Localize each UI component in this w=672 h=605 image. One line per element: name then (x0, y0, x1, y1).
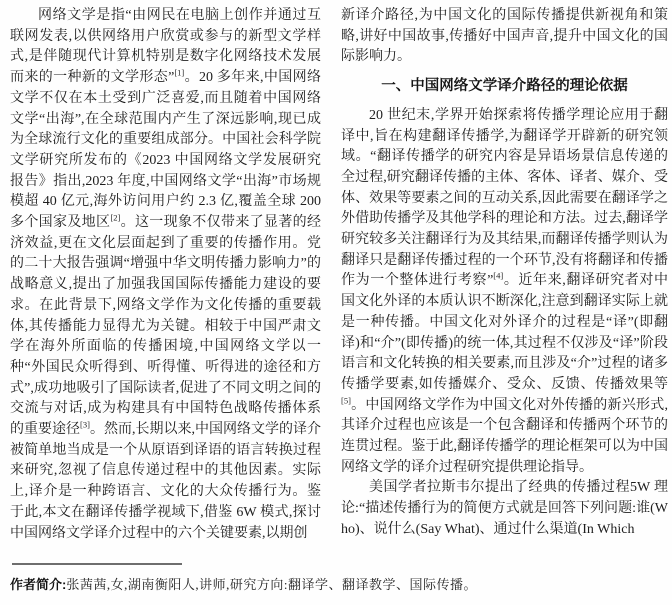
author-bio-label: 作者简介: (10, 577, 67, 592)
citation-marker: [3] (80, 419, 90, 430)
right-column (341, 6, 668, 541)
paragraph-continuation: 新译介路径,为中国文化的国际传播提供新视角和策略,讲好中国故事,传播好中国声音,提升中国文化的国际影响力。 (341, 8, 668, 65)
citation-marker: [5] (341, 395, 351, 405)
paragraph-lasswell-5w: 美国学者拉斯韦尔提出了经典的传播过程5W 理论:“描述传播行为的简便方式就是回答下列问题:谁(Who)、说什么(Say What)、通过什么渠道(In Which (341, 480, 668, 537)
section-heading: 一、中国网络文学译介路径的理论依据 (381, 78, 628, 95)
paragraph-introduction: 网络文学是指“由网民在电脑上创作并通过互联网发表,以供网络用户欣赏或参与的新型文学样式,是伴随现代计算机特别是数字化网络技术发展而来的一种新的文学形态”[1]。20 多年来,中国网络文学不仅在本土受到广泛喜爱,而且随着中国网络文学“出海”,在全球范围内产生了深远影响,现已成为全球流行文化的重要组成部分。中国社会科学院文学研究所发布的《2023 中国网络文学发展研究报告》指出,2023 年度,中国网络文学“出海”市场规模超 40 亿元,海外访问用户约 2.3 亿,覆盖全球 200 多个国家及地区[2]。这一现象不仅带来了显著的经济效益,更在文化层面起到了重要的传播作用。党的二十大报告强调“增强中华文明传播力影响力”的战略意义,提出了加强我国国际传播能力建设的要求。在此背景下,网络文学作为文化传播的重要载体,其传播能力显得尤为关键。相较于中国严肃文学在海外所面临的传播困境,中国网络文学以一种“外国民众听得到、听得懂、听得进的途径和方式”,成功地吸引了国际读者,促进了不同文明之间的交流与对话,成为构建具有中国特色战略传播体系的重要途径[3]。然而,长期以来,中国网络文学的译介被简单地当成是一个从原语到译语的语言转换过程来研究,忽视了信息传递过程中的其他因素。实际上,译介是一种跨语言、文化的大众传播行为。鉴于此,本文在翻译传播学视域下,借鉴 6W 模式,探讨中国网络文学译介过程中的六个关键要素,以期创 (10, 8, 322, 541)
citation-marker: [1] (174, 67, 185, 78)
author-bio-text: 张茜茜,女,湖南衡阳人,讲师,研究方向:翻译学、翻译教学、国际传播。 (66, 577, 477, 592)
citation-marker: [4] (493, 270, 504, 281)
left-column (10, 6, 321, 544)
author-bio (10, 576, 662, 593)
paragraph-theory-basis: 20 世纪末,学界开始探索将传播学理论应用于翻译中,旨在构建翻译传播学,为翻译学开辟新的研究领域。“翻译传播学的研究内容是异语场景信息传递的全过程,研究翻译传播的主体、客体、译者、媒介、受体、效果等要素之间的互动关系,因此需要在翻译学之外借助传播学及其他学科的理论和方法。过去,翻译学研究较多关注翻译行为及其结果,而翻译传播学则认为翻译只是翻译传播过程的一个环节,没有将翻译和传播作为一个整体进行考察”[4]。近年来,翻译研究者对中国文化外译的本质认识不断深化,注意到翻译实际上就是一种传播。中国文化对外译介的过程是“译”(即翻译)和“介”(即传播)的统一体,其过程不仅涉及“译”阶段语言和文化转换的相关要素,而且涉及“介”过程的诸多传播学要素,如传播媒介、受众、反馈、传播效果等[5]。中国网络文学作为中国文化对外传播的新兴形式,其译介过程也应该是一个包含翻译和传播两个环节的连贯过程。鉴于此,翻译传播学的理论框架可以为中国网络文学的译介过程研究提供理论指导。 (341, 107, 669, 475)
footnote-divider (12, 563, 182, 565)
citation-marker: [2] (110, 212, 121, 223)
author-footnote (10, 563, 662, 593)
